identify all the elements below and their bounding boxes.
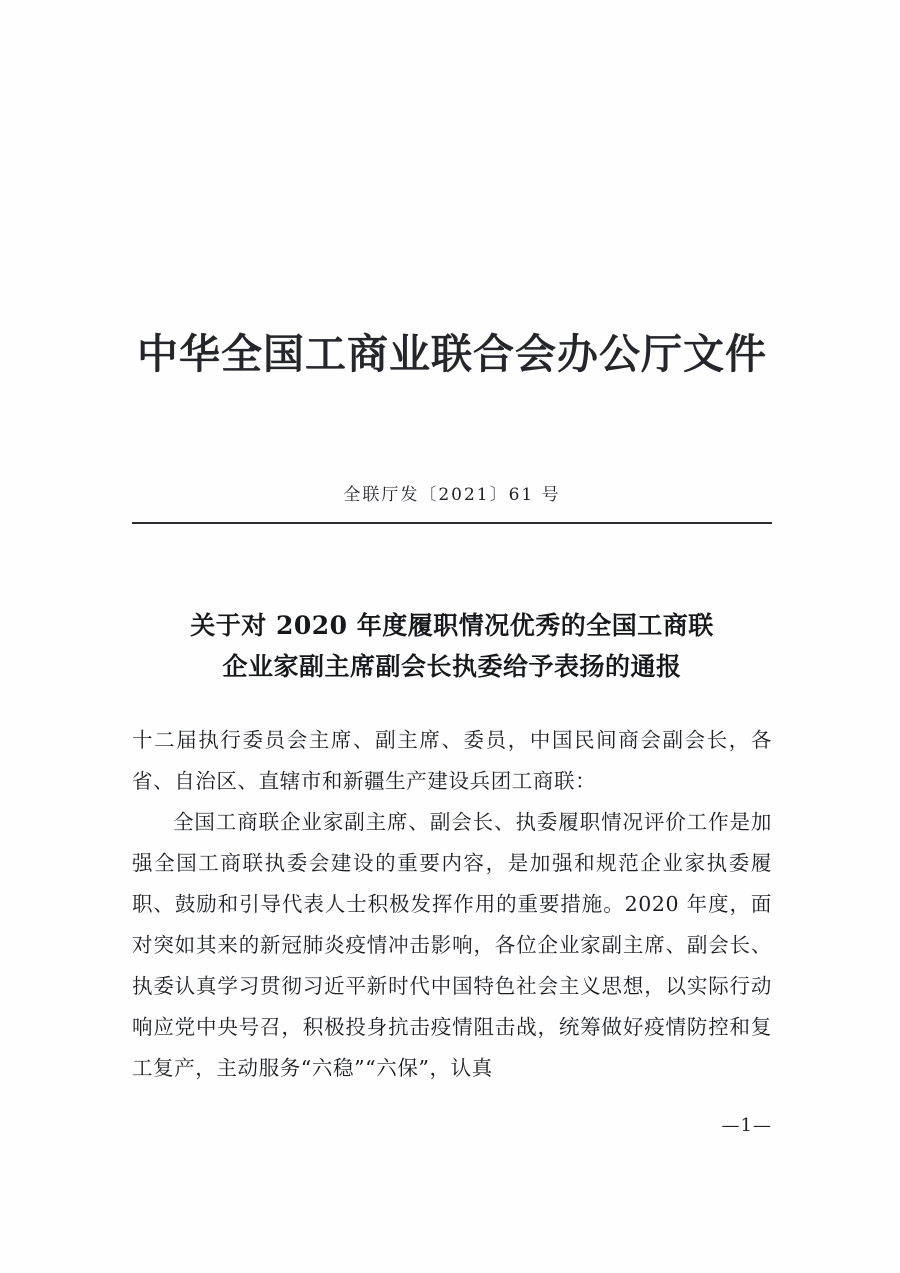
document-title	[132, 605, 772, 688]
document-body-text	[132, 720, 772, 1089]
document-content-area	[132, 0, 772, 1273]
document-paragraph-1: 全国工商联企业家副主席、副会长、执委履职情况评价工作是加强全国工商联执委会建设的重要内容，是加强和规范企业家执委履职、鼓励和引导代表人士积极发挥作用的重要措施。2020 年度，面对突如其来的新冠肺炎疫情冲击影响，各位企业家副主席、副会长、执委认真学习贯彻习近平新时代中国特色社会主义思想，以实际行动响应党中央号召，积极投身抗击疫情阻击战，统筹做好疫情防控和复工复产，主动服务“六稳”“六保”，认真	[132, 810, 772, 1080]
masthead-divider-rule	[132, 522, 772, 524]
document-title-line-1: 关于对 2020 年度履职情况优秀的全国工商联	[190, 611, 714, 640]
document-serial-number: 全联厅发〔2021〕61 号	[343, 485, 561, 505]
document-salutation: 十二届执行委员会主席、副主席、委员，中国民间商会副会长，各省、自治区、直辖市和新疆生产建设兵团工商联：	[132, 728, 772, 793]
document-title-line-2: 企业家副主席副会长执委给予表扬的通报	[222, 652, 682, 682]
document-masthead-title: 中华全国工商业联合会办公厅文件	[137, 330, 767, 378]
page-number: —1—	[721, 1115, 772, 1136]
